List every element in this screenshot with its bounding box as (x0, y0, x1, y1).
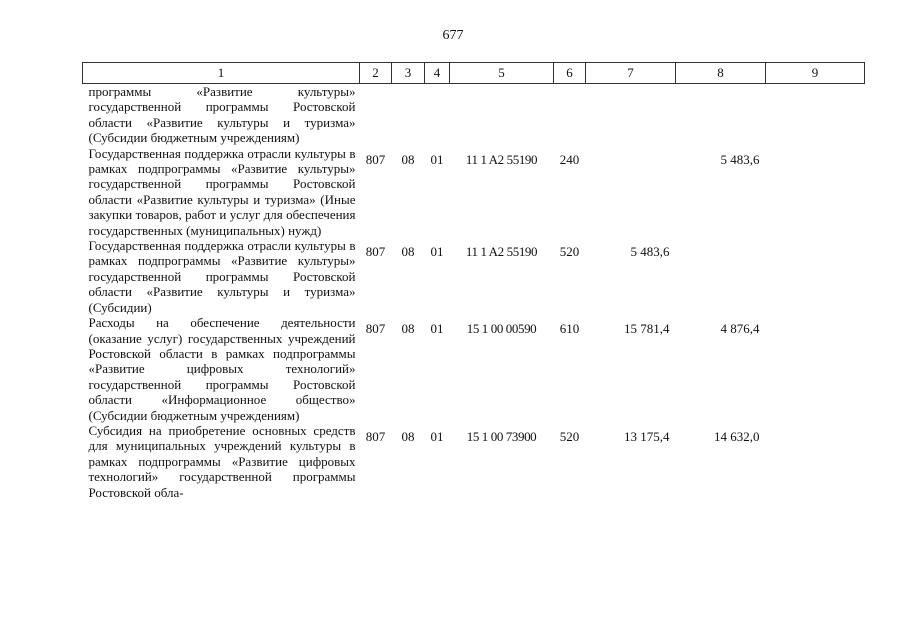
column-header-5: 5 (450, 63, 554, 84)
amount-col-9 (766, 423, 865, 500)
section-code: 08 (401, 321, 415, 337)
column-header-1: 1 (83, 63, 360, 84)
column-header-6: 6 (554, 63, 586, 84)
expense-type-code: 240 (559, 151, 580, 167)
subsection-code: 01 (430, 151, 444, 167)
column-header-7: 7 (586, 63, 676, 84)
amount-col-7: 5 483,6 (630, 244, 670, 260)
row-description: Государственная поддержка отрасли культуры в рамках подпрограммы «Развитие культуры» государственной программы Ростовской области «Развитие культуры и туризма» (Субсидии) (88, 238, 356, 315)
row-description: Расходы на обеспечение деятельности (оказание услуг) государственных учреждений Ростовской области в рамках подпрограммы «Развитие цифровых технологий» государственной программы Ростовской области «Информационное общество» (Субсидии бюджетным учреждениям) (88, 315, 356, 423)
amount-col-8: 5 483,6 (720, 151, 760, 167)
section-code: 08 (401, 151, 415, 167)
amount-col-8 (676, 238, 766, 315)
target-article-code: 11 1 A2 55190 (465, 244, 538, 260)
column-header-3: 3 (392, 63, 425, 84)
amount-col-9 (766, 315, 865, 423)
ministry-code (360, 84, 392, 146)
expense-type-code (554, 84, 586, 146)
subsection-code (425, 84, 450, 146)
target-article-code: 11 1 A2 55190 (465, 151, 538, 167)
amount-col-9 (766, 84, 865, 146)
section-code: 08 (401, 428, 415, 444)
column-header-8: 8 (676, 63, 766, 84)
table-row (83, 315, 865, 423)
amount-col-9 (766, 238, 865, 315)
column-header-9: 9 (766, 63, 865, 84)
expense-type-code: 520 (559, 428, 580, 444)
subsection-code: 01 (430, 321, 444, 337)
expense-type-code: 520 (559, 244, 580, 260)
amount-col-7 (586, 146, 676, 238)
row-description: программы «Развитие культуры» государственной программы Ростовской области «Развитие культуры и туризма» (Субсидии бюджетным учреждениям) (88, 84, 356, 146)
subsection-code: 01 (430, 244, 444, 260)
target-article-code: 15 1 00 00590 (466, 321, 537, 337)
amount-col-7 (586, 84, 676, 146)
amount-col-8 (676, 84, 766, 146)
ministry-code: 807 (365, 244, 386, 260)
section-code (392, 84, 425, 146)
row-description: Государственная поддержка отрасли культуры в рамках подпрограммы «Развитие культуры» государственной программы Ростовской области «Развитие культуры и туризма» (Иные закупки товаров, работ и услуг для обеспечения государственных (муниципальных) нужд) (88, 145, 356, 238)
table-row (83, 146, 865, 238)
ministry-code: 807 (365, 151, 386, 167)
column-header-2: 2 (360, 63, 392, 84)
column-header-4: 4 (425, 63, 450, 84)
ministry-code: 807 (365, 321, 386, 337)
page-number: 677 (442, 28, 464, 43)
expense-type-code: 610 (559, 321, 580, 337)
amount-col-7: 13 175,4 (624, 428, 670, 444)
section-code: 08 (401, 244, 415, 260)
amount-col-7: 15 781,4 (624, 321, 670, 337)
table-row (83, 238, 865, 315)
table-header-row (83, 63, 865, 84)
target-article-code (450, 84, 554, 146)
amount-col-8: 4 876,4 (720, 321, 760, 337)
subsection-code: 01 (430, 428, 444, 444)
target-article-code: 15 1 00 73900 (466, 428, 537, 444)
table-row (83, 423, 865, 500)
row-description: Субсидия на приобретение основных средств для муниципальных учреждений культуры в рамках подпрограммы «Развитие цифровых технологий» государственной программы Ростовской обла- (88, 422, 356, 500)
amount-col-8: 14 632,0 (714, 428, 760, 444)
amount-col-9 (766, 146, 865, 238)
table-row (83, 84, 865, 146)
ministry-code: 807 (365, 428, 386, 444)
budget-table (82, 62, 865, 500)
